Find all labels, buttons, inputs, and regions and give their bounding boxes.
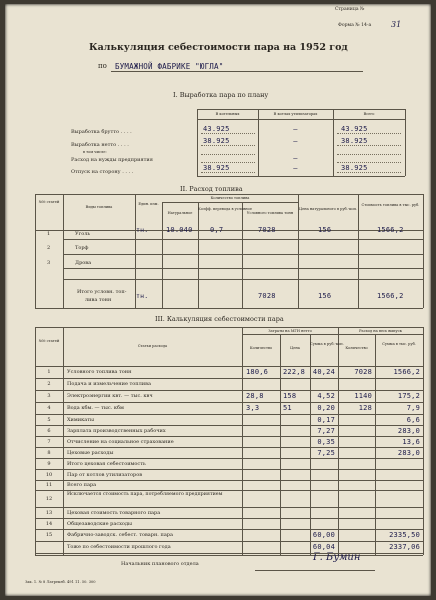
- row-number: 8: [47, 449, 51, 456]
- row-number: 6: [47, 427, 51, 434]
- total-qty-cell: 7028: [354, 368, 372, 376]
- sum-cell: 60,04: [312, 543, 335, 551]
- total-sum-cell: 2337,06: [389, 543, 420, 551]
- row-label: Цеховая стоимость товарного пара: [67, 509, 161, 516]
- row-label: Зарплата производственных рабочих: [67, 427, 166, 434]
- document-page: Страница № Форма № 14-а 31 Калькуляция себестоимости пара на 1952 год по БУМАЖНОЙ ФАБРИКЕ "ЮГЛА" I. Выработка пара по плану В котельных В котлах утилизаторах Всего Выработка брутто . . . . Выработка нетто . . . . в том числе: Расход на нужды предприятия Отпуск на сторону . . . . 43.925 – 43.925 38.925 – 38.925 – 38.925 – 38.925 II. Расход топлива №№ статей Виды топлива Един. изм. Количество топлива Натуральное Коэфф. перевода в условное Условного топлива тонн Цена натурального в руб.-коп. Стоимость топлива в тыс. руб. 1 Уголь тн. 10.040 0,7 7028 156 1566,2 2 Торф 3 Дрова Итого условн. топ- лива тонн тн. 7028 156 1566,2 III. Калькуляция себестоимости пара №№ статей Статьи расхода Затраты на МГН нетто Расход на весь выпуск Количество Цена Сумма в руб.-коп. Количество Сумма в тыс. руб. Начальник планового отдела Г. Бумин Зак. 1. № 8 Латреклб. 491 11. 50. 300 1 Условного топлива тонн 180,6 222,8 40,24 7028 1566,2 2 Подача и измельчение топлива 3 Электроэнергии квт. — тыс. квч 28,8 158 4,52 1140 175,2 4 Вода кбм. — тыс. кбм 3,3 51 0,20 128 7,9 5 Химикаты 0,17 6,6 6 Зарплата производственных рабочих 7,27 283,0 7 Отчисление на социальное страхование 0,35 13,6 8 Цеховые расходы 7,25 283,0 9 Итого цеховая себестоимость 10 Пар от котлов утилизаторов 11 Всего пара 12 Исключается стоимость пара, потребляемого предприятием 13 Цеховая стоимость товарного пара 14 Общезаводские расходы 15 Фабрично-заводск. себест. товарн. пара 60,00 2335,50 Тоже по себестоимости прошлого года 60,04 2337,06: [5, 4, 431, 596]
- row-divider: [35, 518, 423, 519]
- by-label: по: [98, 62, 107, 70]
- enterprise-underline: [111, 71, 363, 72]
- qty-cell: 3,3: [246, 404, 260, 412]
- qty-cell: 28,8: [246, 392, 264, 400]
- row-label: Отчисление на социальное страхование: [67, 438, 174, 445]
- row-label: Пар от котлов утилизаторов: [67, 471, 143, 478]
- row-label: Цеховые расходы: [67, 449, 114, 456]
- row-divider: [35, 553, 423, 554]
- row-divider: [35, 414, 423, 415]
- page-number-handwritten: 31: [391, 20, 402, 29]
- row-divider: [35, 402, 423, 403]
- page-number-label: Страница №: [335, 7, 365, 12]
- row-number: 15: [45, 532, 53, 538]
- value-cell: 38.925: [203, 137, 230, 145]
- signature-label: Начальник планового отдела: [121, 561, 199, 567]
- sum-cell: 4,52: [317, 392, 335, 400]
- row-label: в том числе:: [83, 150, 107, 154]
- row-divider: [35, 425, 423, 426]
- row-number: 4: [47, 405, 51, 411]
- sum-cell: 40,24: [312, 368, 335, 376]
- row-divider: [35, 436, 423, 437]
- print-info: Зак. 1. № 8 Латреклб. 491 11. 50. 300: [25, 580, 96, 584]
- row-label: Расход на нужды предприятия: [71, 157, 153, 163]
- total-sum-cell: 7,9: [406, 404, 420, 412]
- sum-cell: 60,00: [312, 531, 335, 539]
- row-divider: [35, 378, 423, 379]
- total-sum-cell: 6,6: [406, 415, 420, 424]
- total-sum-cell: 283,0: [397, 426, 420, 435]
- sum-cell: 0,17: [317, 415, 335, 424]
- row-label: Подача и измельчение топлива: [67, 381, 151, 387]
- total-qty-cell: 128: [358, 404, 372, 412]
- row-number: 9: [47, 460, 51, 467]
- value-cell: –: [293, 154, 298, 162]
- row-number: 3: [47, 393, 51, 399]
- row-label: Всего пара: [67, 482, 97, 488]
- row-label: Электроэнергии квт. — тыс. квч: [67, 393, 153, 399]
- row-divider: [35, 529, 423, 530]
- row-number: 2: [47, 381, 51, 387]
- total-sum-cell: 283,0: [397, 448, 420, 457]
- sum-cell: 0,35: [317, 437, 335, 446]
- row-divider: [35, 469, 423, 470]
- sum-cell: 7,27: [317, 426, 335, 435]
- row-number: 7: [47, 438, 51, 445]
- row-label: Итого цеховая себестоимость: [67, 460, 146, 467]
- qty-cell: 180,6: [246, 368, 269, 376]
- price-cell: 222,8: [283, 368, 306, 376]
- total-qty-cell: 1140: [354, 392, 372, 400]
- row-number: 10: [45, 471, 53, 478]
- row-divider: [35, 458, 423, 459]
- section-1-title: I. Выработка пара по плану: [173, 91, 269, 99]
- row-divider: [35, 541, 423, 542]
- row-divider: [35, 490, 423, 491]
- total-sum-cell: 13,6: [402, 437, 420, 446]
- price-cell: 158: [283, 392, 297, 400]
- value-cell: 43.925: [203, 125, 230, 133]
- row-label: Выработка брутто . . . .: [71, 129, 132, 135]
- row-number: 1: [47, 369, 51, 375]
- row-label: Общезаводские расходы: [67, 520, 133, 527]
- row-label: Отпуск на сторону . . . .: [71, 169, 134, 175]
- value-cell: 38.925: [203, 164, 230, 172]
- row-divider: [35, 390, 423, 391]
- row-number: 14: [45, 520, 53, 527]
- row-label: Выработка нетто . . . .: [71, 142, 129, 148]
- value-cell: 38.925: [341, 164, 368, 172]
- sum-cell: 7,25: [317, 448, 335, 457]
- row-label: Фабрично-заводск. себест. товарн. пара: [67, 532, 173, 538]
- total-sum-cell: 175,2: [397, 392, 420, 400]
- signature: Г. Бумин: [313, 552, 361, 563]
- total-sum-cell: 1566,2: [393, 368, 420, 376]
- row-divider: [35, 507, 423, 508]
- value-cell: –: [293, 125, 298, 133]
- value-cell: 43.925: [341, 125, 368, 133]
- row-number: 5: [47, 416, 51, 423]
- row-divider: [35, 447, 423, 448]
- value-cell: –: [293, 164, 298, 172]
- form-number-label: Форма № 14-а: [338, 23, 372, 28]
- row-label: Вода кбм. — тыс. кбм: [67, 405, 124, 411]
- total-sum-cell: 2335,50: [389, 531, 420, 539]
- row-number: 12: [45, 495, 53, 502]
- sum-cell: 0,20: [317, 404, 335, 412]
- row-label: Условного топлива тонн: [67, 369, 132, 375]
- section-3-title: III. Калькуляция себестоимости пара: [155, 315, 284, 323]
- value-cell: 38.925: [341, 137, 368, 145]
- row-number: 11: [45, 482, 53, 488]
- row-label: Исключается стоимость пара, потребляемого предприятием: [67, 492, 223, 497]
- value-cell: –: [293, 137, 298, 145]
- row-label: Тоже по себестоимости прошлого года: [67, 544, 171, 550]
- enterprise-name: БУМАЖНОЙ ФАБРИКЕ "ЮГЛА": [115, 62, 224, 71]
- row-number: 13: [45, 509, 53, 516]
- row-label: Химикаты: [67, 416, 94, 423]
- row-divider: [35, 480, 423, 481]
- document-title: Калькуляция себестоимости пара на 1952 год: [89, 42, 348, 53]
- price-cell: 51: [283, 404, 292, 412]
- section-2-title: II. Расход топлива: [180, 185, 243, 193]
